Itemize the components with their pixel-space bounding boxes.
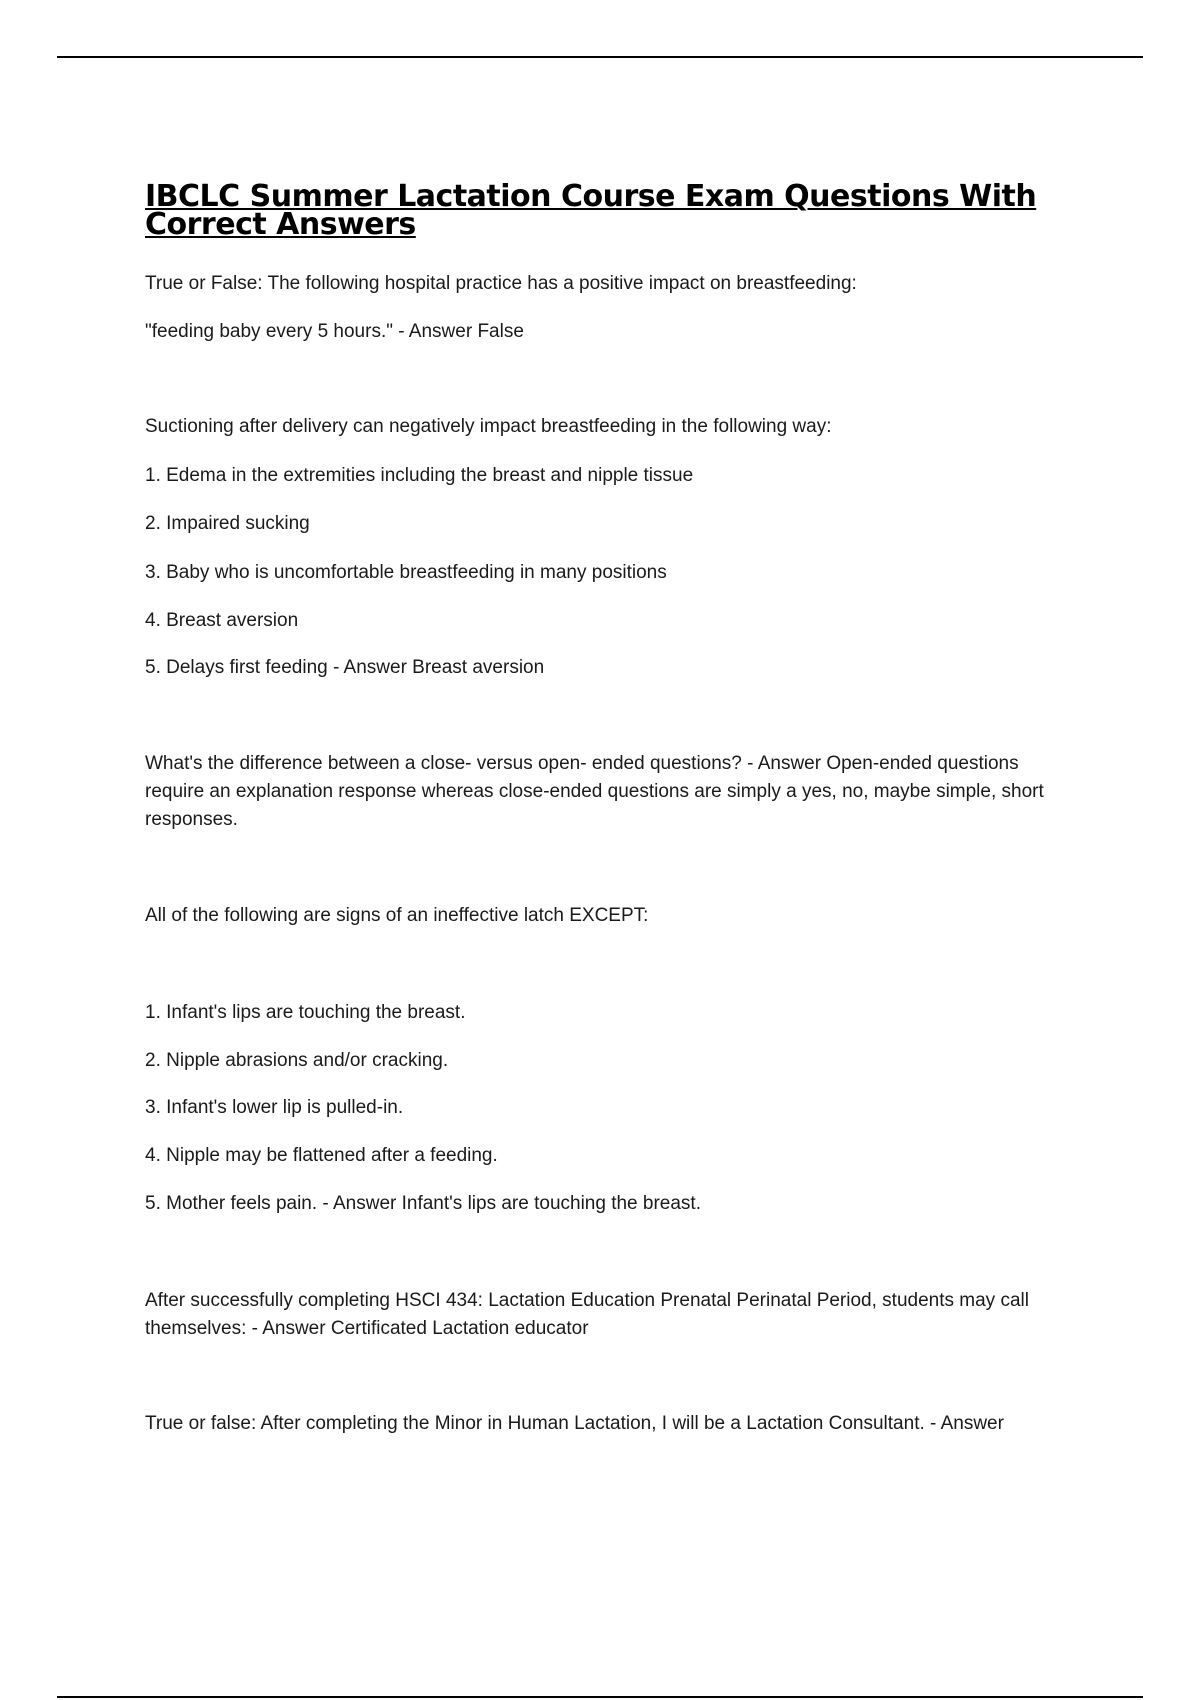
q2-option-2: 2. Impaired sucking [145,513,310,534]
q2-stem: Suctioning after delivery can negatively impact breastfeeding in the following way: [145,416,832,437]
q2-option-5: 5. Delays first feeding - Answer Breast aversion [145,657,545,678]
q4-stem: All of the following are signs of an ineffective latch EXCEPT: [145,905,649,926]
q3-text: What's the difference between a close- versus open- ended questions? - Answer Open-ended questions require an explanation response whereas close-ended questions are simply a yes, no, maybe simple, short responses. [145,753,1044,830]
q2-option-3: 3. Baby who is uncomfortable breastfeeding in many positions [145,562,667,583]
document-title-line-1: IBCLC Summer Lactation Course Exam Questions With [145,179,1037,214]
q4-option-2: 2. Nipple abrasions and/or cracking. [145,1050,449,1071]
q4-option-3: 3. Infant's lower lip is pulled-in. [145,1097,404,1118]
q1-line-2: "feeding baby every 5 hours." - Answer False [145,321,524,342]
q2-option-4: 4. Breast aversion [145,610,299,631]
q4-option-5: 5. Mother feels pain. - Answer Infant's lips are touching the breast. [145,1193,701,1214]
q5-text: After successfully completing HSCI 434: Lactation Education Prenatal Perinatal Period, students may call themselves: - Answer Certificated Lactation educator [145,1290,1029,1339]
q6-text: True or false: After completing the Minor in Human Lactation, I will be a Lactation Consultant. - Answer [145,1413,1004,1434]
footer-rule [57,1696,1143,1698]
document-title-block [145,179,1080,242]
q2-option-1: 1. Edema in the extremities including the breast and nipple tissue [145,465,694,486]
document-title-line-2: Correct Answers [145,207,416,242]
q1-line-1: True or False: The following hospital practice has a positive impact on breastfeeding: [145,273,857,294]
q4-option-4: 4. Nipple may be flattened after a feeding. [145,1145,498,1166]
q4-option-1: 1. Infant's lips are touching the breast. [145,1002,466,1023]
header-rule [57,56,1143,58]
document-title [145,179,1080,242]
